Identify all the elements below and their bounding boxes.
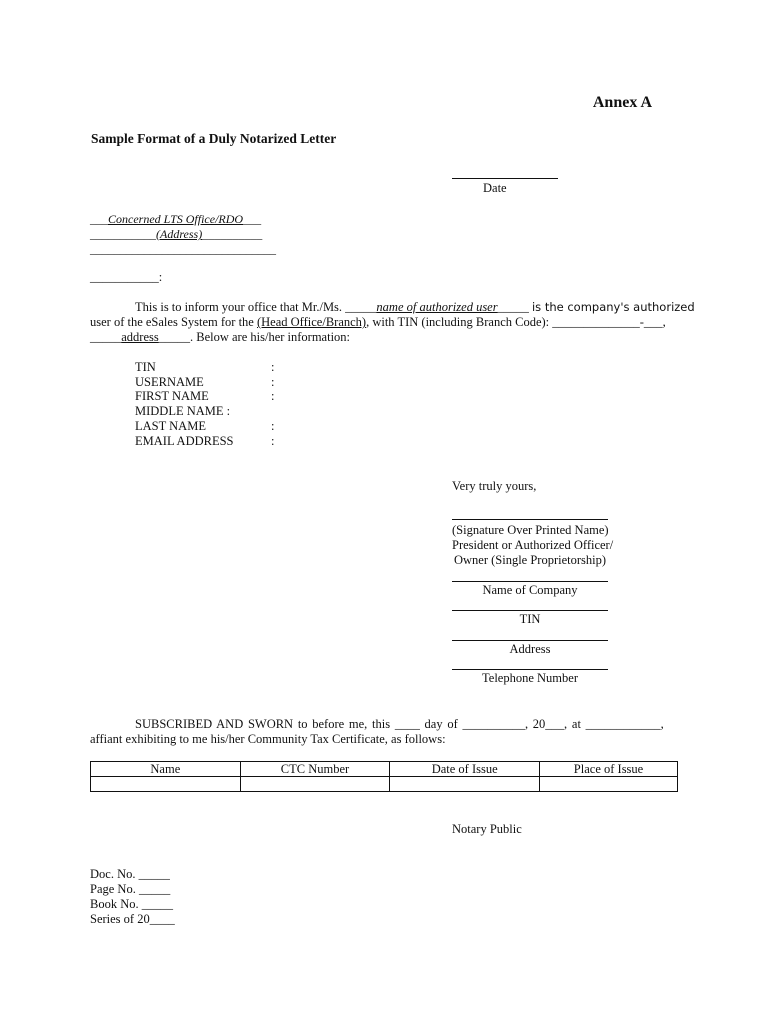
addressee-line-3: _______________________________ [90,242,276,256]
body-line-2 [90,315,666,330]
body-line-1 [135,300,695,315]
address-field: address [121,330,159,344]
info-label-first-name: FIRST NAME [135,389,209,403]
signatory-title-2: Owner (Single Proprietorship) [453,553,607,567]
telephone-line [452,669,608,670]
info-colon-tin: : [271,360,275,374]
addressee-post-2: __________ [202,227,263,241]
info-colon-first-name: : [271,389,275,403]
addressee-pre-1: ___ [90,212,108,226]
annex-label: Annex A [592,94,652,111]
ctc-table [90,761,678,792]
signature-label: (Signature Over Printed Name) [452,523,609,537]
info-label-tin: TIN [135,360,156,374]
notary-public: Notary Public [452,822,522,836]
book-number: Book No. _____ [90,897,173,911]
column-place-of-issue: Place of Issue [540,762,678,777]
cell-date-of-issue [390,777,540,792]
body-text-1b: _____ [497,300,532,314]
body-text-2a: user of the eSales System for the [90,315,257,329]
addressee-post-1: ___ [243,212,262,226]
authorized-user-name: name of authorized user [376,300,498,314]
info-colon-last-name: : [271,419,275,433]
date-line [452,178,558,179]
series-number: Series of 20____ [90,912,175,926]
company-line [452,581,608,582]
body-line-3 [90,330,350,345]
column-ctc-number: CTC Number [240,762,390,777]
info-label-last-name: LAST NAME [135,419,206,433]
cell-ctc-number [240,777,390,792]
body-text-3a: _____ [90,330,122,344]
addressee-line-2 [90,227,262,242]
signatory-title-1: President or Authorized Officer/ [452,538,614,552]
addressee-pre-2: ___________ [90,227,156,241]
telephone-label: Telephone Number [482,671,578,685]
cell-name [91,777,241,792]
info-label-username: USERNAME [135,375,204,389]
salutation: ___________: [90,270,163,284]
doc-number: Doc. No. _____ [90,867,170,881]
column-date-of-issue: Date of Issue [390,762,540,777]
column-name: Name [91,762,241,777]
info-label-middle-name: MIDDLE NAME : [135,404,231,418]
addressee-line-1 [90,212,261,227]
body-text-1c: is the company's authorized [531,300,695,314]
tin-line [452,610,608,611]
addressee-address: (Address) [156,227,203,241]
document-heading: Sample Format of a Duly Notarized Letter [91,131,337,146]
jurat-line-1: SUBSCRIBED AND SWORN to before me, this ____ day of __________, 20___, at ____________, [135,717,664,731]
page-number: Page No. _____ [90,882,171,896]
table-row [91,777,678,792]
address-line [452,640,608,641]
addressee-office: Concerned LTS Office/RDO [108,212,244,226]
date-label: Date [483,181,507,195]
company-label: Name of Company [482,583,578,597]
jurat-line-2: affiant exhibiting to me his/her Community Tax Certificate, as follows: [90,732,446,746]
cell-place-of-issue [540,777,678,792]
address-label: Address [509,642,551,656]
table-header-row [91,762,678,777]
tin-label: TIN [519,612,541,626]
closing: Very truly yours, [452,479,537,493]
head-office-branch: (Head Office/Branch) [256,315,367,329]
info-colon-email: : [271,434,275,448]
signature-line [452,519,608,520]
body-text-1a: This is to inform your office that Mr./Ms. _____ [135,300,377,314]
info-colon-username: : [271,375,275,389]
body-text-2b: , with TIN (including Branch Code): ______________-___, [366,315,666,329]
info-label-email: EMAIL ADDRESS [135,434,234,448]
body-text-3b: _____. Below are his/her information: [158,330,351,344]
